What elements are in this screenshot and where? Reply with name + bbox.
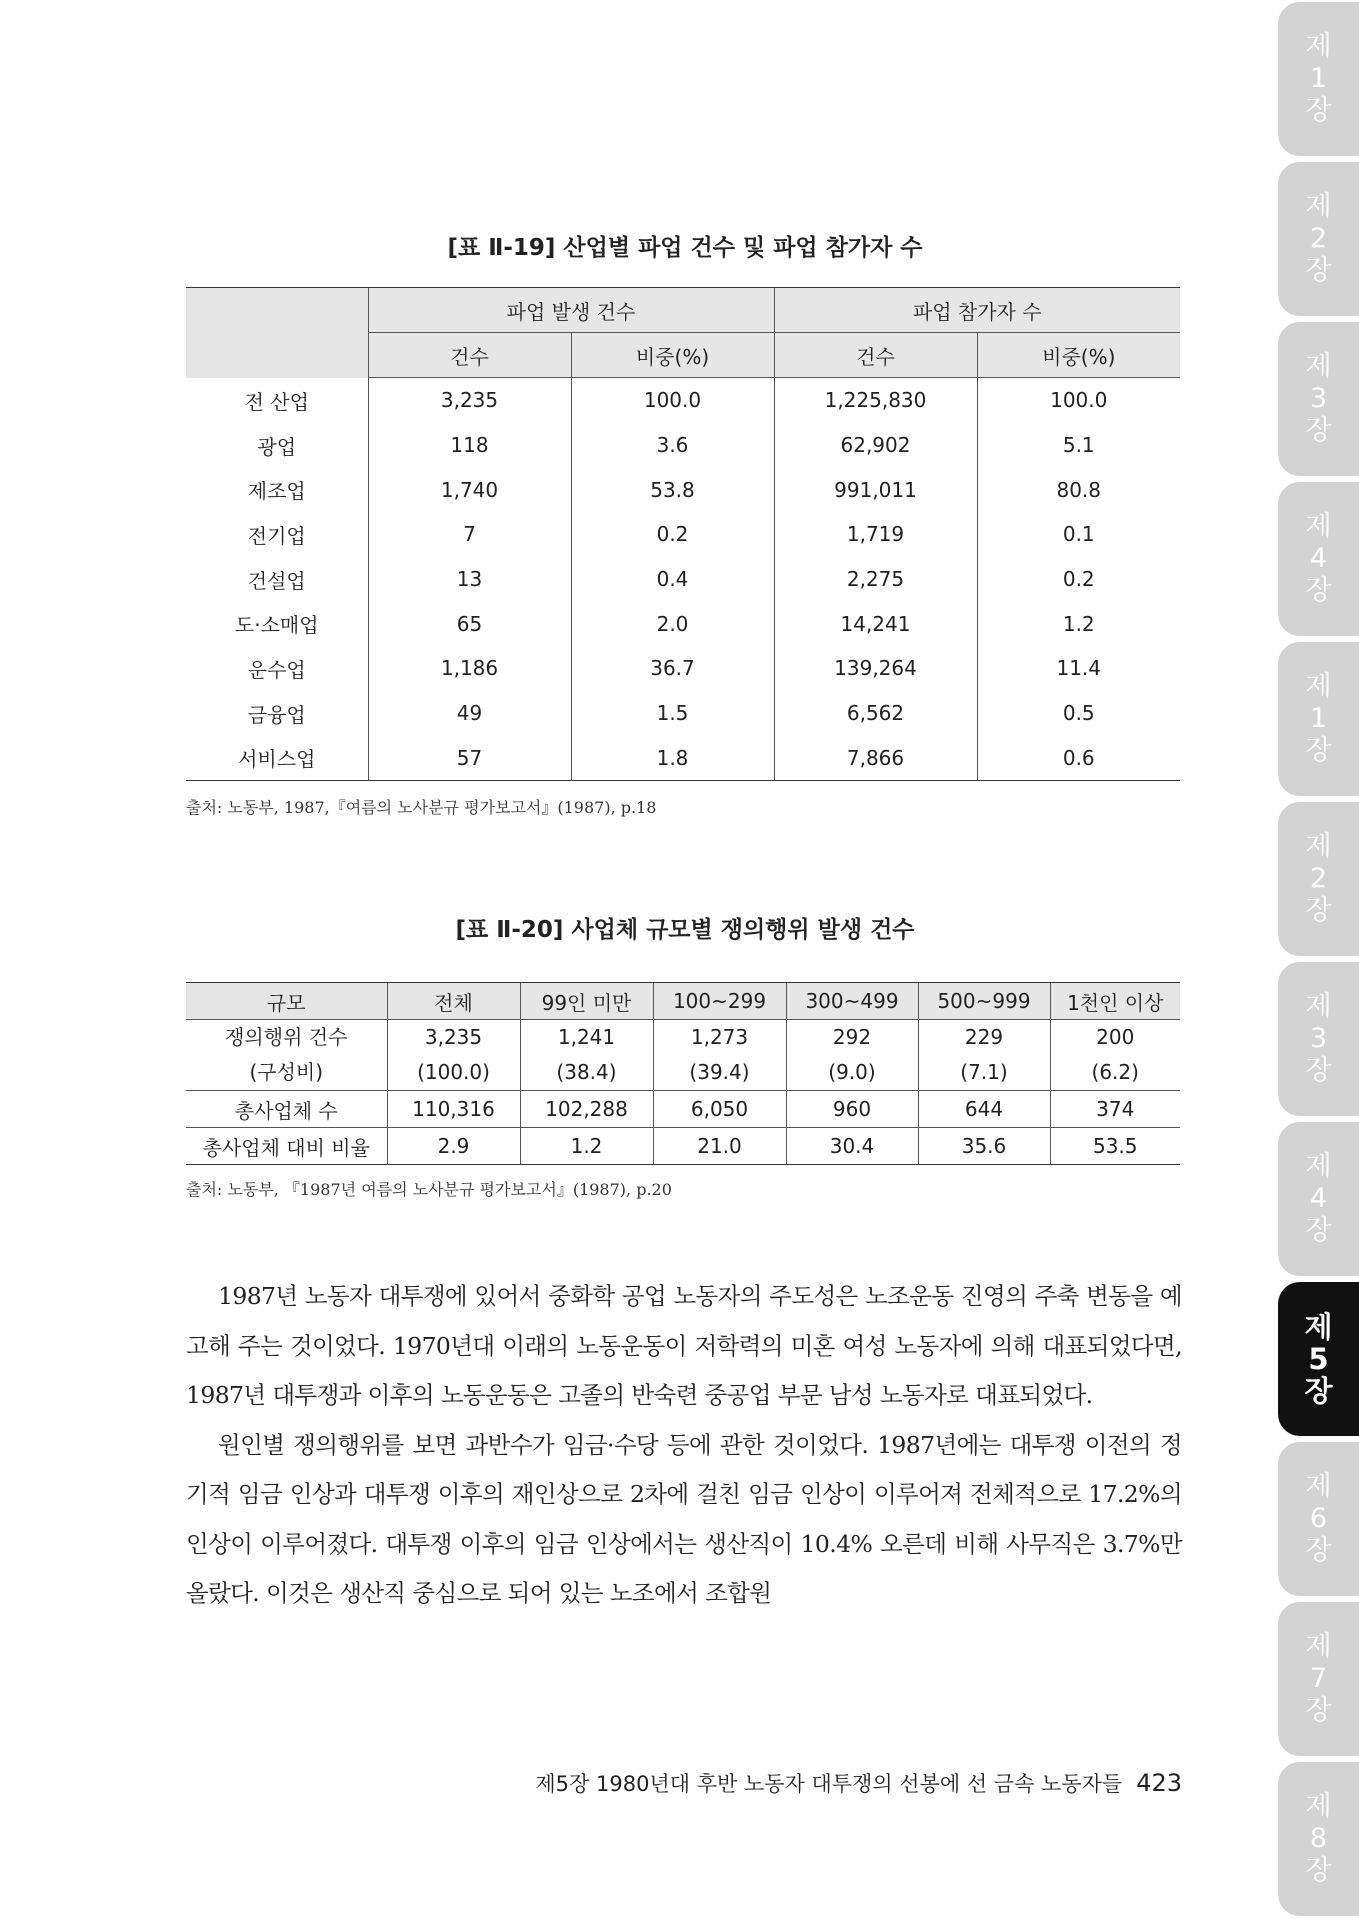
count-value: 292 [832,1025,872,1049]
chapter-tab-char: 장 [1305,1695,1332,1726]
chapter-tab-char: 제 [1305,831,1332,862]
table-cell: 0.1 [977,512,1180,557]
table-cell: 644 [918,1091,1050,1128]
table-cell: 374 [1050,1091,1180,1128]
table-cell: 62,902 [774,423,977,468]
table1-sub-header: 건수 [774,333,977,378]
industry-label: 제조업 [247,479,306,504]
table-cell: 11.4 [977,646,1180,691]
table-cell: 0.4 [571,557,774,602]
chapter-tab-char: 장 [1305,1855,1332,1886]
table-row [186,601,1180,646]
chapter-tab[interactable] [1278,1602,1359,1756]
table1-group-header: 파업 참가자 수 [774,288,1180,333]
chapter-tab-char: 장 [1304,1374,1333,1408]
industry-label: 운수업 [247,657,306,682]
table-cell: 5.1 [977,423,1180,468]
chapter-tab[interactable] [1278,642,1359,796]
table2-row-label: 총사업체 수 [186,1091,387,1128]
table-row [186,1020,1180,1091]
table-cell: 2.0 [571,601,774,646]
chapter-tab[interactable] [1278,802,1359,956]
table-cell [918,1020,1050,1091]
table1-corner-cell [186,288,368,378]
share-value: (9.0) [828,1060,876,1084]
industry-label: 건설업 [247,568,306,593]
table-cell: 36.7 [571,646,774,691]
table-cell: 80.8 [977,467,1180,512]
chapter-tab-char: 1 [1309,63,1328,94]
chapter-tab-char: 1 [1309,703,1328,734]
table-cell: 35.6 [918,1128,1050,1165]
chapter-tab-char: 제 [1305,1151,1332,1182]
chapter-tab-char: 6 [1309,1503,1328,1534]
table-row [186,1091,1180,1128]
industry-label: 광업 [257,434,297,459]
table-cell: 65 [368,601,571,646]
table-cell: 1,225,830 [774,378,977,423]
chapter-tab-char: 장 [1305,255,1332,286]
table-cell: 100.0 [571,378,774,423]
table-cell: 1.8 [571,736,774,781]
industry-label: 도·소매업 [234,613,319,638]
count-value: 1,273 [690,1025,749,1049]
table-cell: 49 [368,691,571,736]
table2-header: 500~999 [918,983,1050,1020]
table2-source: 출처: 노동부, 『1987년 여름의 노사분규 평가보고서』(1987), p.20 [186,1180,672,1199]
count-value: 3,235 [424,1025,483,1049]
table-cell: 1,186 [368,646,571,691]
paragraph: 원인별 쟁의행위를 보면 과반수가 임금·수당 등에 관한 것이었다. 1987년에는 대투쟁 이전의 정기적 임금 인상과 대투쟁 이후의 재인상으로 2차에 걸친 임금 인상이 이루어져 전체적으로 17.2%의 인상이 이루어졌다. 대투쟁 이후의 임금 인상에서는 생산직이 10.4% 오른데 비해 사무직은 3.7%만 올랐다. 이것은 생산직 중심으로 되어 있는 노조에서 조합원 [186,1430,1182,1607]
share-value: (6.2) [1091,1060,1139,1084]
chapter-tab-char: 제 [1305,351,1332,382]
table-cell: 3,235 [368,378,571,423]
table-row [186,378,1180,423]
body-text [186,1272,1182,1619]
chapter-tab-char: 5 [1308,1342,1329,1376]
chapter-tab-char: 2 [1309,223,1328,254]
table2-header: 전체 [387,983,520,1020]
table-row [186,1128,1180,1165]
chapter-tab[interactable] [1278,1762,1359,1916]
chapter-tab-char: 3 [1309,1023,1328,1054]
table-cell: 0.2 [571,512,774,557]
chapter-tab-char: 4 [1309,1183,1328,1214]
count-value: 1,241 [557,1025,616,1049]
industry-label: 전기업 [247,523,306,548]
industry-label: 서비스업 [186,736,368,781]
chapter-tab-char: 장 [1305,415,1332,446]
industry-label: 전 산업 [244,389,309,414]
chapter-tab[interactable] [1278,1282,1359,1436]
share-value: (39.4) [689,1060,750,1084]
chapter-tab[interactable] [1278,482,1359,636]
chapter-tab-char: 장 [1305,1215,1332,1246]
share-value: (38.4) [556,1060,617,1084]
table1-source: 출처: 노동부, 1987,『여름의 노사분규 평가보고서』(1987), p.18 [186,798,657,817]
table-cell: 7 [368,512,571,557]
chapter-tab[interactable] [1278,162,1359,316]
table-cell: 57 [368,736,571,781]
table-cell: 2,275 [774,557,977,602]
chapter-tab-char: 제 [1305,991,1332,1022]
table2-row-label: 총사업체 대비 비율 [186,1128,387,1165]
table-cell [520,1020,653,1091]
table2-header: 99인 미만 [520,983,653,1020]
table-cell: 100.0 [977,378,1180,423]
table-cell: 102,288 [520,1091,653,1128]
label-line: (구성비) [249,1060,324,1084]
chapter-tab-char: 장 [1305,1055,1332,1086]
chapter-tab[interactable] [1278,962,1359,1116]
table-cell [387,1020,520,1091]
table-cell: 53.5 [1050,1128,1180,1165]
table1-sub-header: 건수 [368,333,571,378]
table-cell: 6,562 [774,691,977,736]
chapter-tab-char: 장 [1305,95,1332,126]
page-footer [470,1768,1182,1798]
chapter-tab-char: 장 [1305,735,1332,766]
chapter-tab[interactable] [1278,322,1359,476]
chapter-tab-char: 제 [1305,31,1332,62]
paragraph: 1987년 노동자 대투쟁에 있어서 중화학 공업 노동자의 주도성은 노조운동 진영의 주축 변동을 예고해 주는 것이었다. 1970년대 이래의 노동운동이 저학력의 미혼 여성 노동자에 의해 대표되었다면, 1987년 대투쟁과 이후의 노동운동은 고졸의 반숙련 중공업 부문 남성 노동자로 대표되었다. [186,1282,1182,1409]
chapter-tab-char: 제 [1305,1631,1332,1662]
page-number: 423 [1136,1769,1182,1797]
table1-title: [표 Ⅱ-19] 산업별 파업 건수 및 파업 참가자 수 [447,235,923,261]
table-row [186,736,1180,781]
chapter-tab-char: 제 [1305,671,1332,702]
table-cell: 7,866 [774,736,977,781]
chapter-tab-char: 제 [1305,511,1332,542]
table-cell: 1,719 [774,512,977,557]
share-value: (7.1) [960,1060,1008,1084]
chapter-tab-char: 2 [1309,863,1328,894]
table-cell: 30.4 [786,1128,918,1165]
table2-header: 300~499 [786,983,918,1020]
table-cell [786,1020,918,1091]
table-row [186,423,1180,468]
chapter-tab-strip [1278,0,1359,1920]
table-cell: 53.8 [571,467,774,512]
count-value: 229 [964,1025,1004,1049]
table-cell: 14,241 [774,601,977,646]
chapter-tab-char: 7 [1309,1663,1328,1694]
table-cell: 960 [786,1091,918,1128]
table-cell: 110,316 [387,1091,520,1128]
chapter-tab-char: 제 [1305,1791,1332,1822]
chapter-tab-char: 3 [1309,383,1328,414]
table1-group-header: 파업 발생 건수 [368,288,774,333]
industry-label: 금융업 [247,702,306,727]
chapter-tab-char: 장 [1305,1535,1332,1566]
chapter-tab[interactable] [1278,2,1359,156]
chapter-tab[interactable] [1278,1442,1359,1596]
table-row [186,691,1180,736]
table-cell: 0.6 [977,736,1180,781]
table-row [186,467,1180,512]
table-cell: 118 [368,423,571,468]
chapter-tab-char: 8 [1309,1823,1328,1854]
count-value: 200 [1096,1025,1135,1049]
table-cell: 1.2 [977,601,1180,646]
table-cell: 139,264 [774,646,977,691]
table2-header: 규모 [186,983,387,1020]
table-cell: 0.2 [977,557,1180,602]
chapter-tab-char: 장 [1305,575,1332,606]
table-row [186,557,1180,602]
table-row [186,512,1180,557]
share-value: (100.0) [417,1060,490,1084]
table2-header: 1천인 이상 [1050,983,1180,1020]
chapter-tab[interactable] [1278,1122,1359,1276]
table1-sub-header: 비중(%) [977,333,1180,378]
chapter-tab-char: 제 [1305,191,1332,222]
table-cell: 3.6 [571,423,774,468]
running-title: 제5장 1980년대 후반 노동자 대투쟁의 선봉에 선 금속 노동자들 [535,1772,1123,1796]
firm-size-dispute-table [186,982,1180,1165]
table-cell [1050,1020,1180,1091]
table-cell: 991,011 [774,467,977,512]
table-row [186,646,1180,691]
chapter-tab-char: 제 [1304,1310,1333,1344]
table-cell: 13 [368,557,571,602]
table-cell: 1,740 [368,467,571,512]
table2-title: [표 Ⅱ-20] 사업체 규모별 쟁의행위 발생 건수 [455,917,915,943]
table-cell: 6,050 [653,1091,786,1128]
label-line: 쟁의행위 건수 [225,1025,348,1049]
chapter-tab-char: 4 [1309,543,1328,574]
table-cell: 1.2 [520,1128,653,1165]
chapter-tab-char: 장 [1305,895,1332,926]
industry-strike-table [186,287,1180,781]
table2-header: 100~299 [653,983,786,1020]
table1-sub-header: 비중(%) [571,333,774,378]
table-cell [653,1020,786,1091]
chapter-tab-char: 제 [1305,1471,1332,1502]
table2-row-label [186,1020,387,1091]
table-cell: 1.5 [571,691,774,736]
table-cell: 21.0 [653,1128,786,1165]
table-cell: 2.9 [387,1128,520,1165]
table-cell: 0.5 [977,691,1180,736]
